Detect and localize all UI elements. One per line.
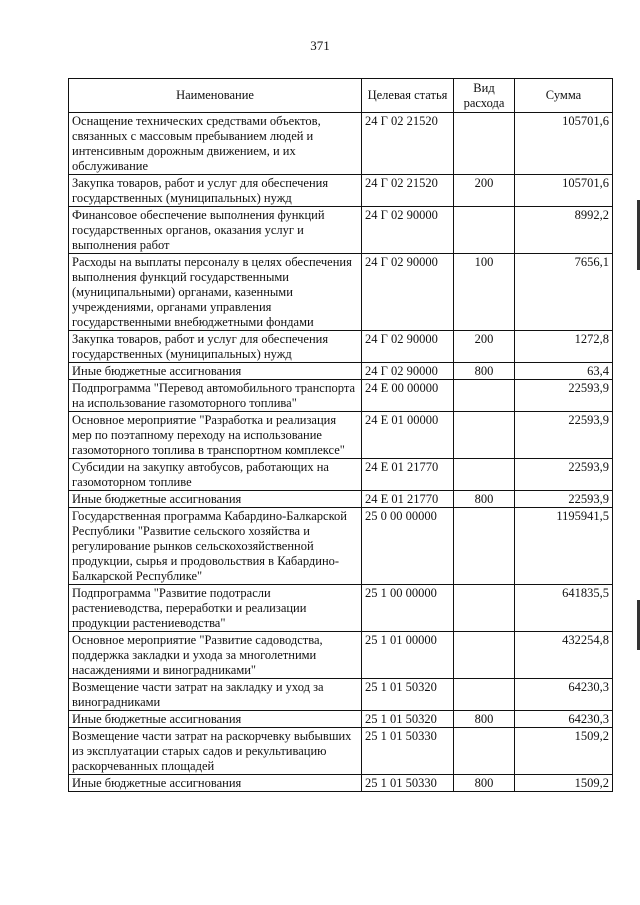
row-expense-type <box>454 679 515 711</box>
row-target-article: 24 Г 02 21520 <box>362 113 454 175</box>
row-target-article: 24 Е 00 00000 <box>362 380 454 412</box>
row-expense-type: 800 <box>454 491 515 508</box>
row-target-article: 25 1 01 50330 <box>362 775 454 792</box>
row-target-article: 24 Г 02 90000 <box>362 363 454 380</box>
page-number: 371 <box>310 38 330 53</box>
row-target-article: 24 Е 01 00000 <box>362 412 454 459</box>
row-name: Расходы на выплаты персоналу в целях обеспечения выполнения функций государственными (муниципальными) органами, казенными учреждениями, органами управления государственными внебюджетными фондами <box>69 254 362 331</box>
row-sum: 8992,2 <box>515 207 613 254</box>
row-target-article: 25 0 00 00000 <box>362 508 454 585</box>
row-name: Оснащение технических средствами объектов, связанных с массовым пребыванием людей и интенсивным дорожным движением, и их обслуживание <box>69 113 362 175</box>
row-sum: 64230,3 <box>515 679 613 711</box>
header-target-article: Целевая статья <box>362 79 454 113</box>
row-expense-type <box>454 585 515 632</box>
row-sum: 1195941,5 <box>515 508 613 585</box>
row-name: Возмещение части затрат на раскорчевку выбывших из эксплуатации старых садов и рекультивацию раскорчеванных площадей <box>69 728 362 775</box>
row-name: Основное мероприятие "Развитие садоводства, поддержка закладки и ухода за многолетними насаждениями и виноградниками" <box>69 632 362 679</box>
table-row <box>69 331 613 363</box>
row-expense-type <box>454 380 515 412</box>
row-name: Иные бюджетные ассигнования <box>69 363 362 380</box>
header-name: Наименование <box>69 79 362 113</box>
row-name: Основное мероприятие "Разработка и реализация мер по поэтапному переходу на использование газомоторного топлива в транспортном комплексе" <box>69 412 362 459</box>
row-expense-type: 800 <box>454 363 515 380</box>
row-sum: 22593,9 <box>515 412 613 459</box>
table-row <box>69 459 613 491</box>
table-row <box>69 254 613 331</box>
row-sum: 1509,2 <box>515 775 613 792</box>
row-name: Подпрограмма "Развитие подотрасли растениеводства, переработки и реализации продукции растениеводства" <box>69 585 362 632</box>
row-expense-type <box>454 412 515 459</box>
row-expense-type <box>454 113 515 175</box>
row-target-article: 25 1 01 50320 <box>362 711 454 728</box>
row-name: Иные бюджетные ассигнования <box>69 711 362 728</box>
table-row <box>69 632 613 679</box>
table-row <box>69 113 613 175</box>
row-sum: 641835,5 <box>515 585 613 632</box>
table-row <box>69 380 613 412</box>
row-target-article: 25 1 01 50330 <box>362 728 454 775</box>
header-sum: Сумма <box>515 79 613 113</box>
row-sum: 432254,8 <box>515 632 613 679</box>
row-expense-type: 200 <box>454 331 515 363</box>
table-row <box>69 585 613 632</box>
table-row <box>69 491 613 508</box>
table-row <box>69 711 613 728</box>
table-row <box>69 679 613 711</box>
row-sum: 1509,2 <box>515 728 613 775</box>
row-target-article: 24 Г 02 90000 <box>362 331 454 363</box>
row-name: Закупка товаров, работ и услуг для обеспечения государственных (муниципальных) нужд <box>69 175 362 207</box>
table-row <box>69 775 613 792</box>
row-name: Государственная программа Кабардино-Балкарской Республики "Развитие сельского хозяйства и регулирование рынков сельскохозяйственной продукции, сырья и продовольствия в Кабардино-Балкарской Республике" <box>69 508 362 585</box>
table-row <box>69 207 613 254</box>
row-name: Финансовое обеспечение выполнения функций государственных органов, оказания услуг и выполнения работ <box>69 207 362 254</box>
row-target-article: 24 Е 01 21770 <box>362 459 454 491</box>
row-target-article: 24 Г 02 90000 <box>362 254 454 331</box>
row-name: Иные бюджетные ассигнования <box>69 775 362 792</box>
table-row <box>69 175 613 207</box>
table-header-row <box>69 79 613 113</box>
row-target-article: 25 1 01 50320 <box>362 679 454 711</box>
row-sum: 64230,3 <box>515 711 613 728</box>
row-sum: 22593,9 <box>515 491 613 508</box>
row-name: Подпрограмма "Перевод автомобильного транспорта на использование газомоторного топлива" <box>69 380 362 412</box>
row-target-article: 25 1 01 00000 <box>362 632 454 679</box>
row-sum: 22593,9 <box>515 380 613 412</box>
row-expense-type <box>454 728 515 775</box>
row-expense-type <box>454 508 515 585</box>
row-name: Иные бюджетные ассигнования <box>69 491 362 508</box>
row-expense-type: 100 <box>454 254 515 331</box>
row-target-article: 24 Г 02 90000 <box>362 207 454 254</box>
row-sum: 63,4 <box>515 363 613 380</box>
row-expense-type <box>454 632 515 679</box>
row-sum: 7656,1 <box>515 254 613 331</box>
row-expense-type <box>454 207 515 254</box>
row-sum: 22593,9 <box>515 459 613 491</box>
row-name: Возмещение части затрат на закладку и уход за виноградниками <box>69 679 362 711</box>
row-target-article: 24 Г 02 21520 <box>362 175 454 207</box>
row-target-article: 24 Е 01 21770 <box>362 491 454 508</box>
budget-table <box>68 78 613 792</box>
row-name: Субсидии на закупку автобусов, работающих на газомоторном топливе <box>69 459 362 491</box>
table-row <box>69 412 613 459</box>
row-expense-type: 800 <box>454 775 515 792</box>
table-row <box>69 728 613 775</box>
row-name: Закупка товаров, работ и услуг для обеспечения государственных (муниципальных) нужд <box>69 331 362 363</box>
table-row <box>69 363 613 380</box>
row-sum: 1272,8 <box>515 331 613 363</box>
header-expense-type: Вид расхода <box>454 79 515 113</box>
row-expense-type: 200 <box>454 175 515 207</box>
row-sum: 105701,6 <box>515 113 613 175</box>
row-sum: 105701,6 <box>515 175 613 207</box>
row-target-article: 25 1 00 00000 <box>362 585 454 632</box>
row-expense-type: 800 <box>454 711 515 728</box>
row-expense-type <box>454 459 515 491</box>
table-row <box>69 508 613 585</box>
